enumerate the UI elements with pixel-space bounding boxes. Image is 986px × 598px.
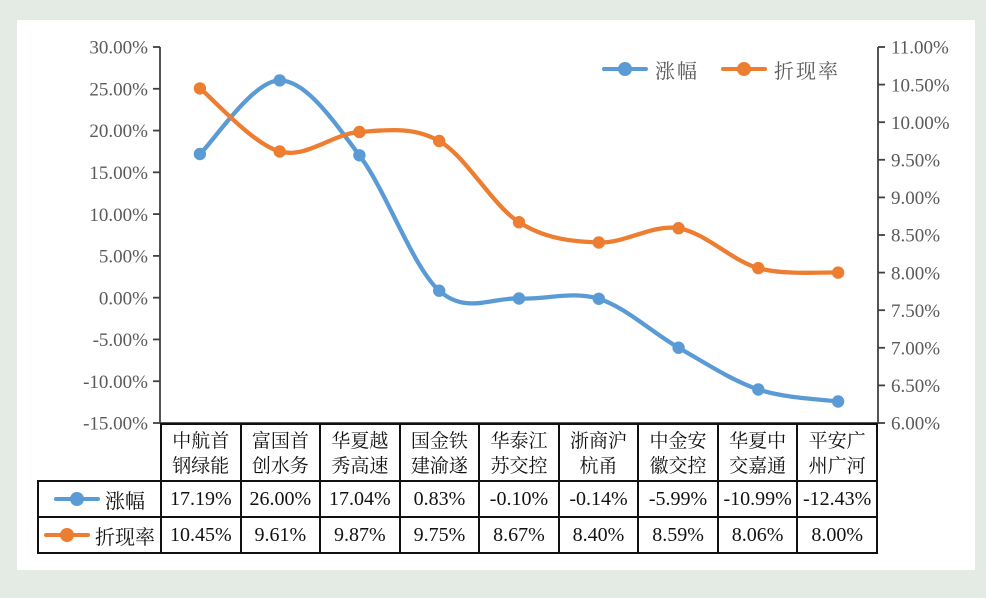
category-header-cell: 华夏中 交嘉通 bbox=[718, 424, 798, 481]
value-cell: -12.43% bbox=[797, 481, 877, 517]
left-axis-tick-label: 30.00% bbox=[89, 37, 148, 59]
series-0-point-marker bbox=[593, 293, 605, 305]
line-dot-marker-icon bbox=[44, 528, 90, 542]
series-0-point-marker bbox=[274, 74, 286, 86]
chart-legend bbox=[602, 56, 840, 82]
category-header-cell: 中金安 徽交控 bbox=[638, 424, 718, 481]
value-cell: -10.99% bbox=[718, 481, 798, 517]
left-axis-tick-label: -5.00% bbox=[92, 330, 148, 352]
series-0-point-marker bbox=[353, 149, 365, 161]
series-1-point-marker bbox=[752, 262, 764, 274]
category-header-cell: 华泰江 苏交控 bbox=[479, 424, 559, 481]
value-cell: 10.45% bbox=[161, 517, 241, 553]
category-header-cell: 国金铁 建渝遂 bbox=[400, 424, 480, 481]
value-cell: 17.19% bbox=[161, 481, 241, 517]
left-axis-tick-label: 5.00% bbox=[98, 246, 148, 268]
series-0-point-marker bbox=[433, 285, 445, 297]
series-1-point-marker bbox=[433, 135, 445, 147]
series-legend-cell bbox=[38, 481, 161, 517]
series-1-point-marker bbox=[194, 82, 206, 94]
left-axis-tick-label: 15.00% bbox=[89, 162, 148, 184]
value-cell: 8.67% bbox=[479, 517, 559, 553]
series-0-point-marker bbox=[194, 148, 206, 160]
line-dot-marker-icon bbox=[721, 62, 767, 76]
left-axis-tick-label: 25.00% bbox=[89, 79, 148, 101]
value-cell: -5.99% bbox=[638, 481, 718, 517]
value-cell: 9.87% bbox=[320, 517, 400, 553]
right-axis-tick-label: 10.00% bbox=[891, 112, 950, 134]
left-axis-tick-label: 0.00% bbox=[98, 288, 148, 310]
right-axis-tick-label: 10.50% bbox=[891, 75, 950, 97]
series-name-label: 涨幅 bbox=[105, 490, 145, 513]
legend-label: 涨幅 bbox=[655, 60, 699, 83]
series-1-point-marker bbox=[832, 266, 844, 278]
table-header-row bbox=[38, 424, 877, 481]
right-axis-tick-label: 6.50% bbox=[891, 376, 941, 398]
category-header-cell: 浙商沪 杭甬 bbox=[559, 424, 639, 481]
legend-item-zhangfu bbox=[602, 55, 699, 84]
left-axis-tick-label: -15.00% bbox=[83, 413, 148, 435]
series-name-label: 折现率 bbox=[95, 526, 155, 549]
table-row bbox=[38, 481, 877, 517]
right-axis-tick-label: 9.00% bbox=[891, 188, 941, 210]
chart-area bbox=[17, 20, 975, 570]
right-axis-tick-label: 7.00% bbox=[891, 338, 941, 360]
series-1-point-marker bbox=[593, 236, 605, 248]
value-cell: 17.04% bbox=[320, 481, 400, 517]
value-cell: -0.10% bbox=[479, 481, 559, 517]
table-row bbox=[38, 517, 877, 553]
series-0-point-marker bbox=[752, 383, 764, 395]
legend-label: 折现率 bbox=[774, 60, 840, 83]
value-cell: 9.61% bbox=[241, 517, 321, 553]
left-axis-tick-label: -10.00% bbox=[83, 371, 148, 393]
right-axis-tick-label: 11.00% bbox=[891, 37, 949, 59]
series-0-line bbox=[200, 80, 838, 401]
series-legend-cell bbox=[38, 517, 161, 553]
right-axis-tick-label: 6.00% bbox=[891, 413, 941, 435]
line-dot-marker-icon bbox=[602, 62, 648, 76]
series-0-point-marker bbox=[513, 292, 525, 304]
series-0-point-marker bbox=[672, 342, 684, 354]
category-header-cell: 平安广 州广河 bbox=[797, 424, 877, 481]
value-cell: 26.00% bbox=[241, 481, 321, 517]
category-header-cell: 中航首 钢绿能 bbox=[161, 424, 241, 481]
value-cell: -0.14% bbox=[559, 481, 639, 517]
table-corner-blank bbox=[38, 424, 161, 481]
value-cell: 0.83% bbox=[400, 481, 480, 517]
series-0-point-marker bbox=[832, 395, 844, 407]
legend-item-zhexianlv bbox=[721, 55, 840, 84]
value-cell: 8.00% bbox=[797, 517, 877, 553]
series-1-point-marker bbox=[672, 222, 684, 234]
value-cell: 8.59% bbox=[638, 517, 718, 553]
series-1-point-marker bbox=[353, 126, 365, 138]
data-table bbox=[37, 423, 878, 554]
series-1-line bbox=[200, 88, 838, 272]
series-1-point-marker bbox=[513, 216, 525, 228]
value-cell: 9.75% bbox=[400, 517, 480, 553]
series-1-point-marker bbox=[274, 145, 286, 157]
right-axis-tick-label: 9.50% bbox=[891, 150, 941, 172]
right-axis-tick-label: 8.50% bbox=[891, 225, 941, 247]
category-header-cell: 华夏越 秀高速 bbox=[320, 424, 400, 481]
value-cell: 8.40% bbox=[559, 517, 639, 553]
value-cell: 8.06% bbox=[718, 517, 798, 553]
left-axis-tick-label: 20.00% bbox=[89, 121, 148, 143]
right-axis-tick-label: 7.50% bbox=[891, 300, 941, 322]
category-header-cell: 富国首 创水务 bbox=[241, 424, 321, 481]
left-axis-tick-label: 10.00% bbox=[89, 204, 148, 226]
right-axis-tick-label: 8.00% bbox=[891, 263, 941, 285]
line-dot-marker-icon bbox=[54, 492, 100, 506]
